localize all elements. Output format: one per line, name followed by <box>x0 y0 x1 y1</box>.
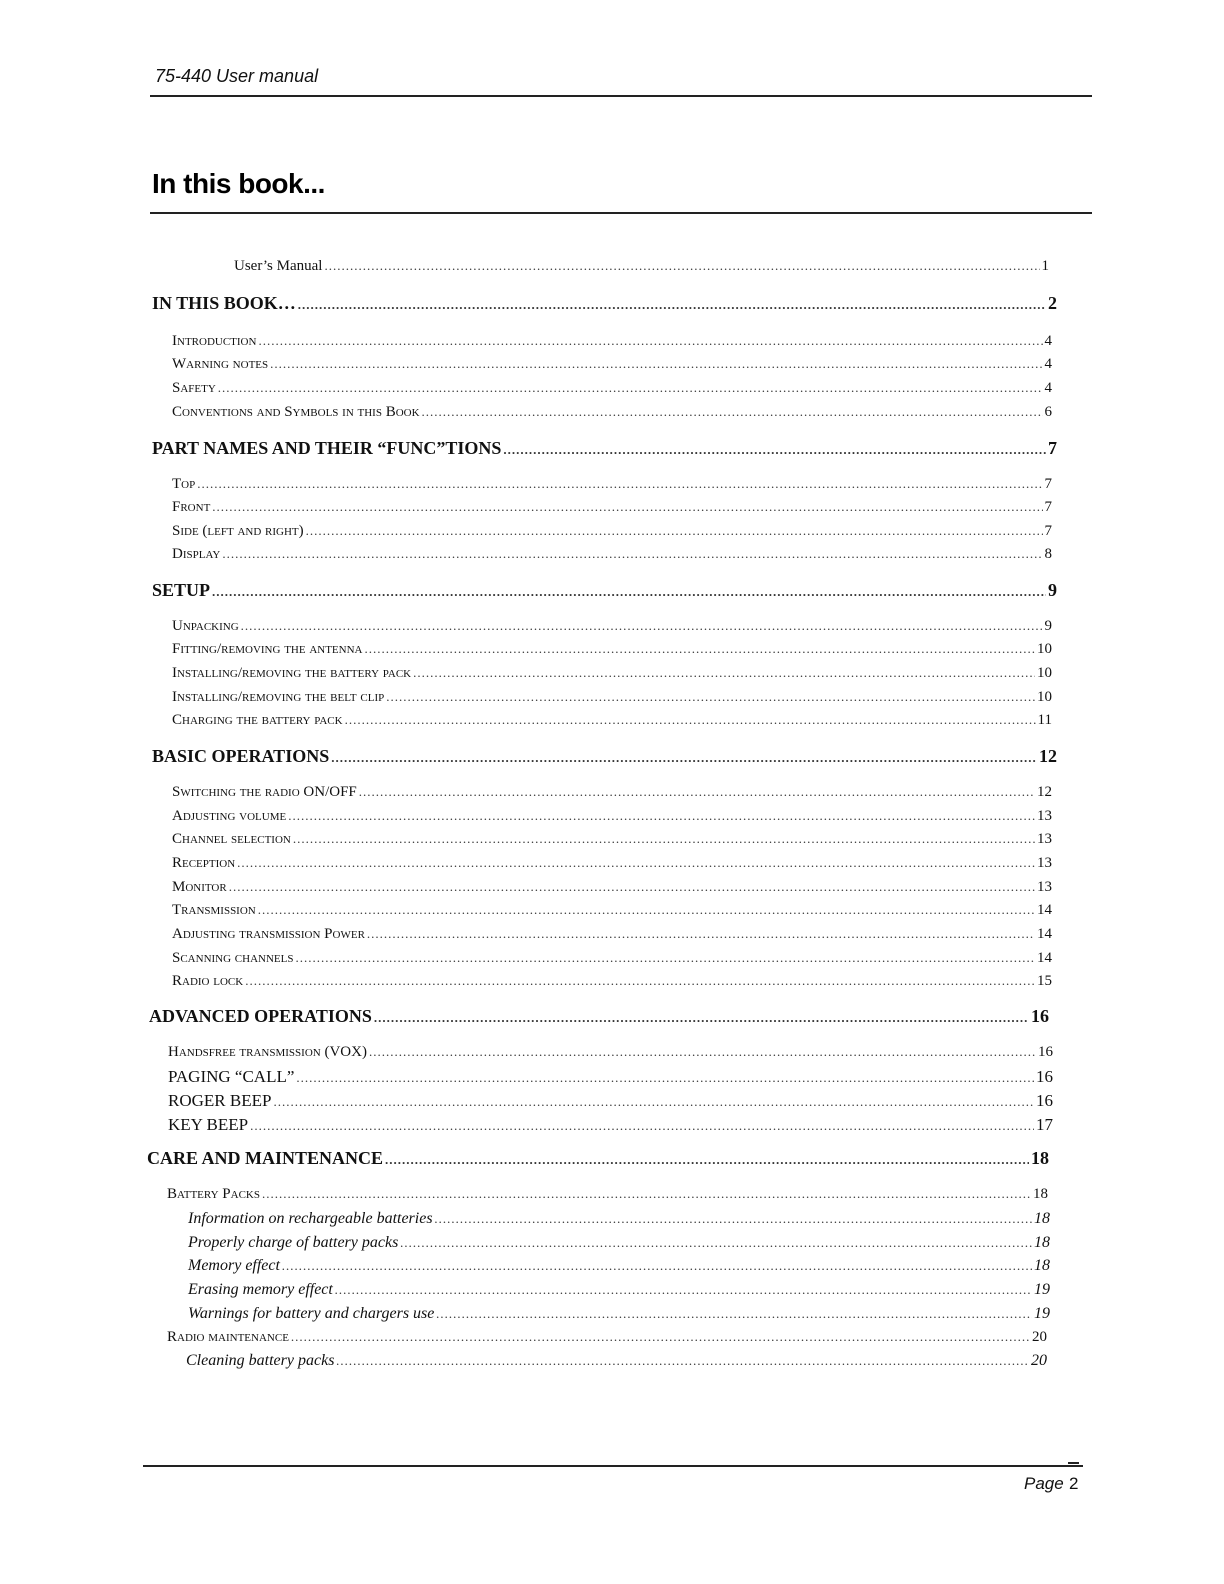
toc-leader-dots <box>295 950 1035 966</box>
toc-label: CARE AND MAINTENANCE <box>147 1148 384 1168</box>
toc-entry-transmission-power[interactable] <box>172 926 1052 943</box>
toc-leader-dots <box>385 1152 1029 1168</box>
toc-leader-dots <box>237 855 1035 871</box>
toc-page-number: 16 <box>1038 1044 1053 1060</box>
toc-entry-volume[interactable] <box>172 808 1052 825</box>
toc-label: KEY BEEP <box>168 1115 249 1134</box>
toc-label: Memory effect <box>188 1257 280 1274</box>
toc-page-number: 16 <box>1031 1006 1049 1026</box>
toc-leader-dots <box>222 546 1042 562</box>
toc-entry-vox[interactable] <box>168 1044 1053 1061</box>
toc-label: Adjusting volume <box>172 808 287 824</box>
toc-page-number: 20 <box>1031 1352 1047 1369</box>
toc-page-number: 19 <box>1034 1305 1050 1322</box>
toc-entry-erasing-memory-effect[interactable] <box>188 1281 1050 1299</box>
toc-page-number: 13 <box>1037 808 1052 824</box>
toc-label: ROGER BEEP <box>168 1091 272 1110</box>
toc-entry-conventions[interactable] <box>172 404 1052 421</box>
toc-label: Installing/removing the battery pack <box>172 665 412 681</box>
toc-leader-dots <box>282 1258 1032 1274</box>
toc-page-number: 14 <box>1037 926 1052 942</box>
toc-label: Channel selection <box>172 831 291 847</box>
toc-page-number: 11 <box>1037 712 1052 728</box>
toc-entry-scanning[interactable] <box>172 950 1052 967</box>
toc-page-number: 12 <box>1039 746 1057 766</box>
toc-entry-key-beep[interactable] <box>168 1115 1053 1135</box>
toc-entry-warning-notes[interactable] <box>172 356 1052 373</box>
toc-leader-dots <box>422 404 1043 420</box>
toc-label: Fitting/removing the antenna <box>172 641 363 657</box>
toc-leader-dots <box>296 1070 1034 1086</box>
toc-leader-dots <box>218 380 1043 396</box>
toc-label: Cleaning battery packs <box>186 1352 335 1369</box>
toc-entry-properly-charge[interactable] <box>188 1234 1050 1252</box>
toc-entry-side[interactable] <box>172 523 1052 540</box>
toc-entry-introduction[interactable] <box>172 333 1052 350</box>
toc-leader-dots <box>374 1010 1029 1026</box>
toc-entry-warnings-battery-chargers[interactable] <box>188 1305 1050 1323</box>
toc-entry-cleaning-battery-packs[interactable] <box>186 1352 1047 1370</box>
toc-leader-dots <box>400 1235 1032 1251</box>
toc-entry-belt-clip[interactable] <box>172 689 1052 706</box>
toc-entry-battery-pack[interactable] <box>172 665 1052 682</box>
toc-page-number: 16 <box>1036 1067 1053 1086</box>
toc-page-number: 4 <box>1044 380 1052 396</box>
toc-entry-roger-beep[interactable] <box>168 1091 1053 1111</box>
toc-page-number: 6 <box>1044 404 1052 420</box>
toc-leader-dots <box>245 973 1035 989</box>
toc-page-number: 14 <box>1037 902 1052 918</box>
toc-chapter-care-maintenance[interactable] <box>147 1148 1049 1169</box>
toc-leader-dots <box>212 499 1042 515</box>
toc-entry-antenna[interactable] <box>172 641 1052 658</box>
toc-page-number: 1 <box>1041 258 1049 274</box>
title-divider <box>150 212 1092 214</box>
toc-leader-dots <box>369 1044 1036 1060</box>
toc-leader-dots <box>324 258 1039 274</box>
toc-label: Switching the radio ON/OFF <box>172 784 357 800</box>
toc-leader-dots <box>291 1329 1030 1345</box>
toc-page-number: 13 <box>1037 855 1052 871</box>
toc-page-number: 18 <box>1034 1210 1050 1227</box>
toc-chapter-part-names[interactable] <box>152 438 1057 459</box>
toc-label: Warnings for battery and chargers use <box>188 1305 435 1322</box>
page-title: In this book... <box>152 168 325 199</box>
toc-leader-dots <box>262 1186 1031 1202</box>
toc-leader-dots <box>436 1306 1032 1322</box>
toc-label: PAGING “CALL” <box>168 1067 295 1086</box>
toc-page-number: 20 <box>1032 1329 1047 1345</box>
footer-divider <box>143 1465 1083 1467</box>
toc-leader-dots <box>270 356 1042 372</box>
toc-leader-dots <box>503 442 1046 458</box>
toc-label: IN THIS BOOK… <box>152 293 296 313</box>
toc-label: Side (left and right) <box>172 523 304 539</box>
toc-page-number: 9 <box>1048 580 1057 600</box>
toc-leader-dots <box>367 926 1035 942</box>
toc-entry-transmission[interactable] <box>172 902 1052 919</box>
toc-entry-radio-maintenance[interactable] <box>167 1329 1047 1346</box>
toc-label: User’s Manual <box>234 258 323 274</box>
toc-label: PART NAMES AND THEIR “FUNC”TIONS <box>152 438 502 458</box>
toc-label: Warning notes <box>172 356 269 372</box>
toc-chapter-in-this-book[interactable] <box>152 293 1057 314</box>
toc-entry-paging[interactable] <box>168 1067 1053 1087</box>
toc-page-number: 4 <box>1044 356 1052 372</box>
toc-entry-memory-effect[interactable] <box>188 1257 1050 1275</box>
toc-label: Installing/removing the belt clip <box>172 689 385 705</box>
toc-label: Charging the battery pack <box>172 712 343 728</box>
toc-label: SETUP <box>152 580 211 600</box>
toc-page-number: 14 <box>1037 950 1052 966</box>
header-divider <box>150 95 1092 97</box>
toc-leader-dots <box>331 750 1037 766</box>
toc-label: Front <box>172 499 211 515</box>
toc-label: Conventions and Symbols in this Book <box>172 404 420 420</box>
toc-entry-users-manual[interactable] <box>234 258 1049 275</box>
toc-entry-radio-lock[interactable] <box>172 973 1052 990</box>
toc-page-number: 7 <box>1048 438 1057 458</box>
toc-leader-dots <box>258 902 1035 918</box>
toc-label: Monitor <box>172 879 227 895</box>
toc-page-number: 4 <box>1044 333 1052 349</box>
toc-page-number: 13 <box>1037 831 1052 847</box>
toc-page-number: 10 <box>1037 641 1052 657</box>
toc-leader-dots <box>335 1282 1032 1298</box>
toc-page-number: 15 <box>1037 973 1052 989</box>
toc-page-number: 18 <box>1033 1186 1048 1202</box>
toc-entry-charging[interactable] <box>172 712 1052 729</box>
toc-label: Introduction <box>172 333 257 349</box>
toc-page-number: 18 <box>1031 1148 1049 1168</box>
toc-label: Erasing memory effect <box>188 1281 333 1298</box>
toc-page-number: 12 <box>1037 784 1052 800</box>
footer-page-label: Page <box>1024 1474 1064 1493</box>
toc-leader-dots <box>288 808 1035 824</box>
toc-page-number: 9 <box>1044 618 1052 634</box>
toc-leader-dots <box>345 712 1036 728</box>
toc-label: Handsfree transmission (VOX) <box>168 1044 367 1060</box>
toc-leader-dots <box>212 584 1046 600</box>
running-header: 75-440 User manual <box>155 66 319 86</box>
toc-page-number: 7 <box>1044 499 1052 515</box>
toc-chapter-setup[interactable] <box>152 580 1057 601</box>
toc-label: Information on rechargeable batteries <box>188 1210 433 1227</box>
toc-entry-reception[interactable] <box>172 855 1052 872</box>
toc-label: Radio lock <box>172 973 244 989</box>
toc-page-number: 19 <box>1034 1281 1050 1298</box>
toc-leader-dots <box>364 641 1035 657</box>
toc-entry-battery-packs[interactable] <box>167 1186 1048 1203</box>
toc-page-number: 13 <box>1037 879 1052 895</box>
toc-entry-switching[interactable] <box>172 784 1052 801</box>
toc-label: BASIC OPERATIONS <box>152 746 330 766</box>
toc-leader-dots <box>413 665 1035 681</box>
toc-page-number: 8 <box>1044 546 1052 562</box>
toc-leader-dots <box>435 1211 1032 1227</box>
toc-chapter-advanced-operations[interactable] <box>149 1006 1049 1027</box>
toc-leader-dots <box>258 333 1042 349</box>
toc-label: Safety <box>172 380 216 396</box>
toc-page-number: 10 <box>1037 665 1052 681</box>
toc-leader-dots <box>298 297 1046 313</box>
toc-entry-rechargeable-info[interactable] <box>188 1210 1050 1228</box>
toc-entry-unpacking[interactable] <box>172 618 1052 635</box>
toc-label: Properly charge of battery packs <box>188 1234 399 1251</box>
toc-leader-dots <box>250 1118 1034 1134</box>
toc-label: Display <box>172 546 221 562</box>
toc-page-number: 10 <box>1037 689 1052 705</box>
toc-label: Scanning channels <box>172 950 294 966</box>
toc-entry-safety[interactable] <box>172 380 1052 397</box>
toc-page-number: 7 <box>1044 476 1052 492</box>
toc-entry-monitor[interactable] <box>172 879 1052 896</box>
toc-chapter-basic-operations[interactable] <box>152 746 1057 767</box>
toc-label: Adjusting transmission Power <box>172 926 365 942</box>
toc-entry-channel-selection[interactable] <box>172 831 1052 848</box>
toc-label: Unpacking <box>172 618 239 634</box>
toc-leader-dots <box>273 1094 1034 1110</box>
toc-label: Battery Packs <box>167 1186 260 1202</box>
toc-leader-dots <box>336 1353 1029 1369</box>
toc-entry-top[interactable] <box>172 476 1052 493</box>
toc-label: Transmission <box>172 902 256 918</box>
toc-leader-dots <box>359 784 1035 800</box>
toc-page-number: 7 <box>1044 523 1052 539</box>
toc-entry-display[interactable] <box>172 546 1052 563</box>
toc-label: ADVANCED OPERATIONS <box>149 1006 372 1026</box>
toc-leader-dots <box>229 879 1035 895</box>
toc-leader-dots <box>241 618 1043 634</box>
toc-leader-dots <box>197 476 1042 492</box>
toc-page-number: 16 <box>1036 1091 1053 1110</box>
footer-tick-mark <box>1068 1462 1079 1464</box>
toc-entry-front[interactable] <box>172 499 1052 516</box>
toc-page-number: 18 <box>1034 1257 1050 1274</box>
toc-label: Radio maintenance <box>167 1329 289 1345</box>
toc-label: Top <box>172 476 196 492</box>
toc-page-number: 2 <box>1048 293 1057 313</box>
toc-leader-dots <box>293 831 1035 847</box>
toc-leader-dots <box>306 523 1043 539</box>
footer-page-number: 2 <box>1069 1474 1079 1493</box>
toc-leader-dots <box>386 689 1035 705</box>
toc-page-number: 17 <box>1036 1115 1053 1134</box>
toc-page-number: 18 <box>1034 1234 1050 1251</box>
toc-label: Reception <box>172 855 236 871</box>
